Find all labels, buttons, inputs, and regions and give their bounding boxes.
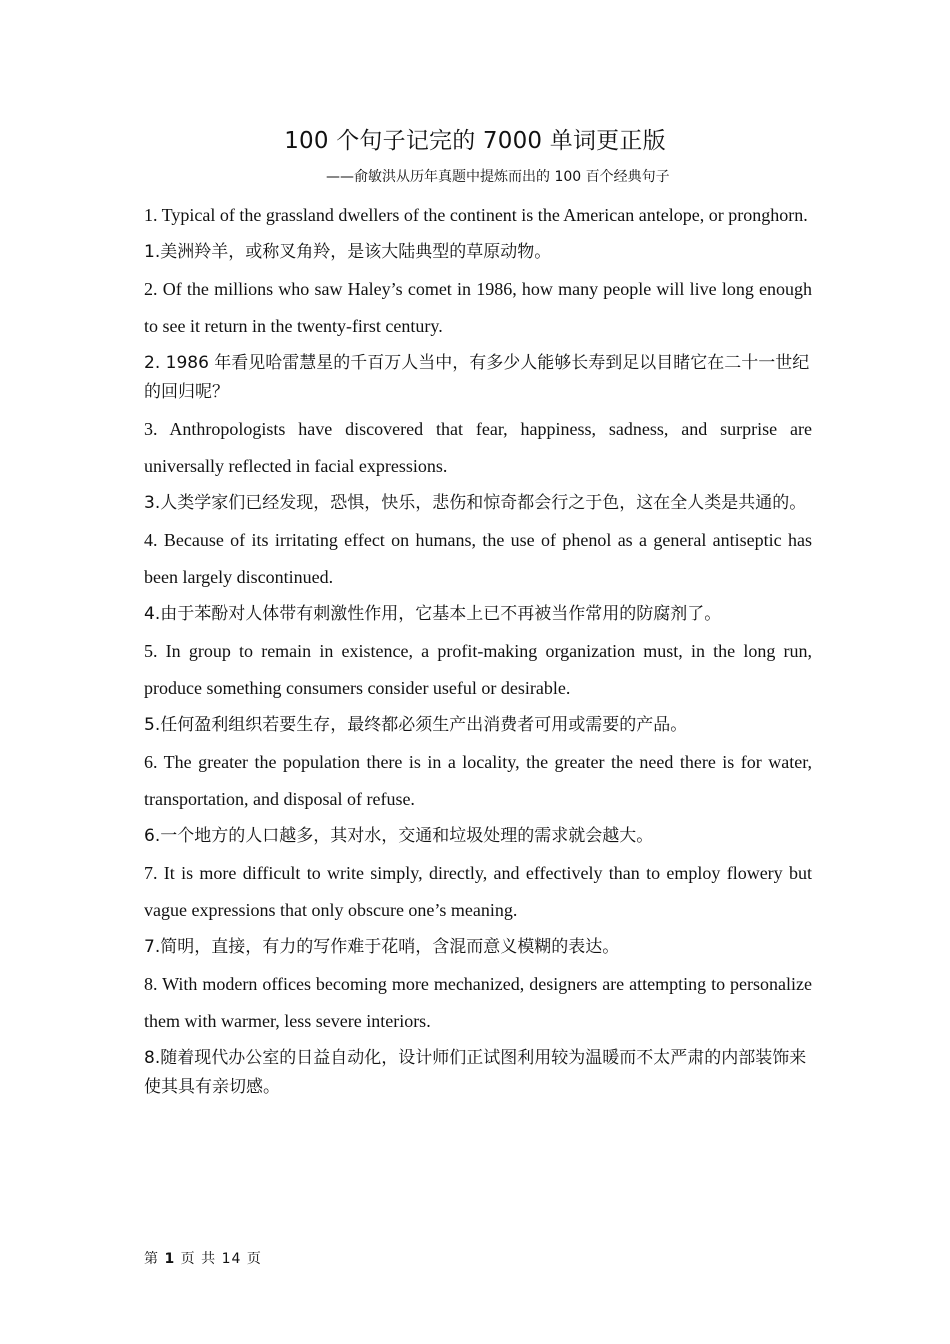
- sentence-chinese: 7.简明，直接，有力的写作难于花哨，含混而意义模糊的表达。: [144, 936, 620, 957]
- sentence-english: 8. With modern offices becoming more mechanized, designers are attempting to personalize them with warmer, less severe interiors.: [144, 973, 812, 1031]
- footer-middle: 页 共: [180, 1251, 217, 1267]
- sentence-english: 6. The greater the population there is in a locality, the greater the need there is for water, transportation, and disposal of refuse.: [144, 751, 812, 809]
- sentence-item: [144, 197, 812, 267]
- footer-prefix: 第: [144, 1251, 159, 1267]
- page-footer: [144, 1248, 262, 1268]
- sentence-chinese: 4.由于苯酚对人体带有刺激性作用，它基本上已不再被当作常用的防腐剂了。: [144, 603, 722, 624]
- sentence-item: [144, 744, 812, 851]
- footer-total-pages: 14: [221, 1251, 242, 1267]
- document-title: 100 个句子记完的 7000 单词更正版: [284, 128, 666, 154]
- footer-page-number: 1: [164, 1251, 176, 1267]
- footer-suffix: 页: [246, 1251, 262, 1267]
- sentence-english: 2. Of the millions who saw Haley’s comet in 1986, how many people will live long enough to see it return in the twenty-first century.: [144, 278, 812, 336]
- sentence-chinese: 6.一个地方的人口越多，其对水，交通和垃圾处理的需求就会越大。: [144, 825, 654, 846]
- sentence-item: [144, 855, 812, 962]
- sentence-chinese: 2. 1986 年看见哈雷慧星的千百万人当中，有多少人能够长寿到足以目睹它在二十一世纪的回归呢？: [144, 352, 810, 402]
- document-subtitle: ——俞敏洪从历年真题中提炼而出的 100 百个经典句子: [326, 169, 670, 185]
- sentence-chinese: 3.人类学家们已经发现，恐惧，快乐，悲伤和惊奇都会行之于色，这在全人类是共通的。: [144, 492, 807, 513]
- sentence-english: 5. In group to remain in existence, a profit-making organization must, in the long run, produce something consumers consider useful or desirable.: [144, 640, 812, 698]
- sentence-english: 3. Anthropologists have discovered that fear, happiness, sadness, and surprise are universally reflected in facial expressions.: [144, 418, 812, 476]
- sentence-english: 1. Typical of the grassland dwellers of the continent is the American antelope, or pronghorn.: [144, 205, 808, 225]
- sentence-item: [144, 522, 812, 629]
- sentence-english: 7. It is more difficult to write simply, directly, and effectively than to employ flowery but vague expressions that only obscure one’s meaning.: [144, 862, 812, 920]
- sentence-chinese: 8.随着现代办公室的日益自动化，设计师们正试图利用较为温暖而不太严肃的内部装饰来使其具有亲切感。: [144, 1047, 807, 1097]
- sentence-item: [144, 966, 812, 1102]
- sentence-list: [144, 197, 812, 1106]
- sentence-chinese: 1.美洲羚羊，或称叉角羚，是该大陆典型的草原动物。: [144, 241, 552, 262]
- sentence-chinese: 5.任何盈利组织若要生存，最终都必须生产出消费者可用或需要的产品。: [144, 714, 688, 735]
- sentence-item: [144, 411, 812, 518]
- sentence-item: [144, 633, 812, 740]
- sentence-item: [144, 271, 812, 407]
- sentence-english: 4. Because of its irritating effect on humans, the use of phenol as a general antiseptic has been largely discontinued.: [144, 529, 812, 587]
